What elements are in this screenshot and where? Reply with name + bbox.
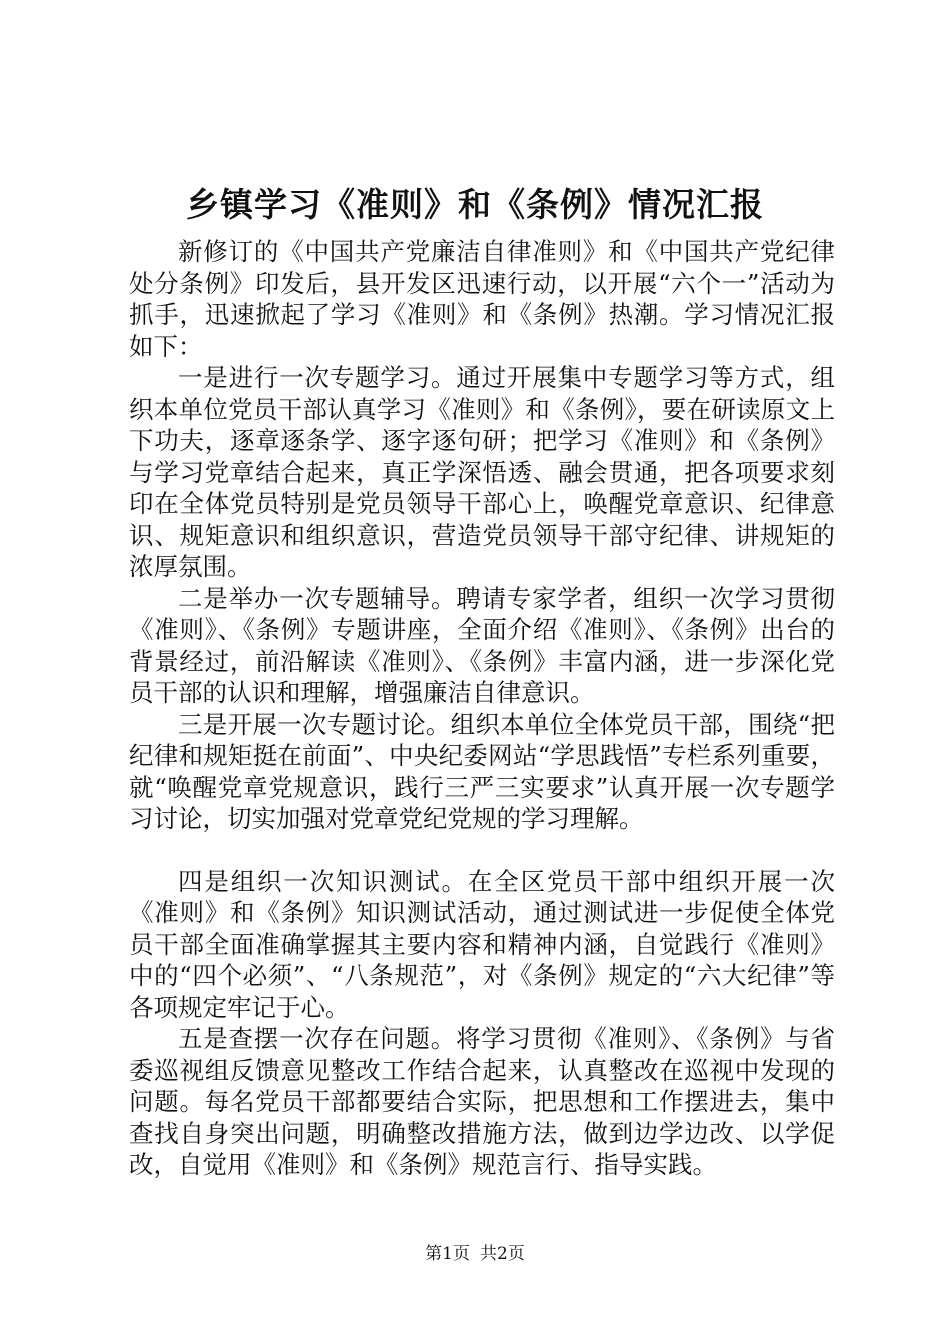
page-footer [0,1243,950,1265]
paragraph-intro: 新修订的《中国共产党廉洁自律准则》和《中国共产党纪律处分条例》印发后，县开发区迅速行动，以开展“六个一”活动为抓手，迅速掀起了学习《准则》和《条例》热潮。学习情况汇报如下： [129,237,835,361]
paragraph-item-3: 三是开展一次专题讨论。组织本单位全体党员干部，围绕“把纪律和规矩挺在前面”、中央纪委网站“学思践悟”专栏系列重要，就“唤醒党章党规意识，践行三严三实要求”认真开展一次专题学习讨论，切实加强对党章党纪党规的学习理解。 [129,709,835,833]
paragraph-item-2: 二是举办一次专题辅导。聘请专家学者，组织一次学习贯彻《准则》、《条例》专题讲座，全面介绍《准则》、《条例》出台的背景经过，前沿解读《准则》、《条例》丰富内涵，进一步深化党员干部的认识和理解，增强廉洁自律意识。 [129,583,835,707]
paragraph-item-1: 一是进行一次专题学习。通过开展集中专题学习等方式，组织本单位党员干部认真学习《准则》和《条例》，要在研读原文上下功夫，逐章逐条学、逐字逐句研；把学习《准则》和《条例》与学习党章结合起来，真正学深悟透、融会贯通，把各项要求刻印在全体党员特别是党员领导干部心上，唤醒党章意识、纪律意识、规矩意识和组织意识，营造党员领导干部守纪律、讲规矩的浓厚氛围。 [129,363,835,581]
document-body [129,236,835,1181]
paragraph-item-5: 五是查摆一次存在问题。将学习贯彻《准则》、《条例》与省委巡视组反馈意见整改工作结合起来，认真整改在巡视中发现的问题。每名党员干部都要结合实际，把思想和工作摆进去，集中查找自身突出问题，明确整改措施方法，做到边学边改、以学促改，自觉用《准则》和《条例》规范言行、指导实践。 [129,1024,835,1179]
document-title: 乡镇学习《准则》和《条例》情况汇报 [186,185,764,224]
page-number-total: 共2页 [480,1244,525,1264]
paragraph-item-4: 四是组织一次知识测试。在全区党员干部中组织开展一次《准则》和《条例》知识测试活动，通过测试进一步促使全体党员干部全面准确掌握其主要内容和精神内涵，自觉践行《准则》中的“四个必须”、“八条规范”，对《条例》规定的“六大纪律”等各项规定牢记于心。 [129,866,835,1022]
page-number-current: 第1页 [425,1244,470,1264]
